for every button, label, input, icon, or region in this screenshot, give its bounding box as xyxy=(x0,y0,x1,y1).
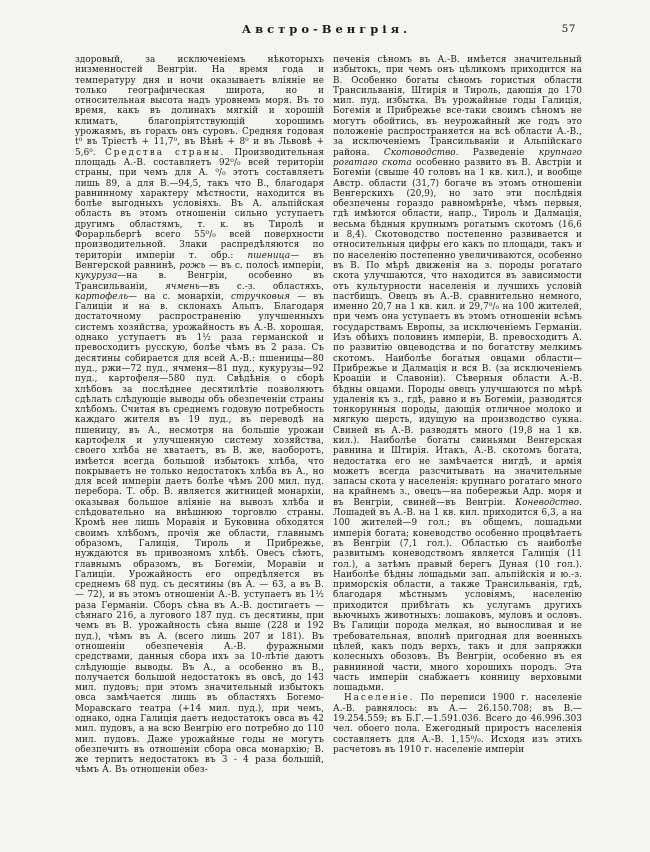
paragraph xyxy=(333,55,582,693)
page-title: Австро-Венгрія. xyxy=(241,22,412,36)
italic-term: рожь xyxy=(179,260,206,271)
text-segment: — на с. монархіи, xyxy=(128,291,231,302)
italic-term: крупнаго рогатаго скота xyxy=(333,147,582,168)
column-right xyxy=(333,55,582,792)
spaced-heading: Средства страны. xyxy=(104,147,226,158)
text-segment: —на в. Венгріи, особенно въ Трансильваніи, xyxy=(75,271,324,292)
text-segment: Разведеніе xyxy=(458,147,539,158)
spaced-heading: Населеніе. xyxy=(344,693,415,704)
paragraph xyxy=(75,55,324,776)
text-columns xyxy=(75,55,582,792)
text-segment: — въ Галиціи и на в. склонахъ Альпъ. Благодаря достаточному распространенію улучшенныхъ системъ хозяйства, урожайность въ А.-В. хорошая, однако уступаетъ въ 1½ раза германской и превосходитъ русскую, болѣе чѣмъ въ 2 раза. Съ десятины собирается для всей А.-В.: пшеницы—80 пуд., ржи—72 пуд., ячменя—81 пуд., кукурузы—92 пуд., картофеля—580 пуд. Свѣдѣнія о сборѣ хлѣбовъ за послѣднее десятилѣтіе позволяютъ сдѣлать слѣдующіе выводы объ обезпеченіи страны хлѣбомъ. Считая въ среднемъ годовую потребность каждаго жителя въ 19 пуд., въ переводѣ на пшеницу, въ А., несмотря на большіе урожаи картофеля и улучшенную систему хозяйства, своего хлѣба не хватаетъ, въ В. же, наоборотъ, имѣется всегда большой избытокъ хлѣба, что покрываетъ не только недостатокъ хлѣба въ А., но для всей имперіи даетъ болѣе чѣмъ 200 мил. пуд. перебора. Т. обр. В. является житницей монархіи, оказывая большое вліяніе на вывозъ хлѣба и слѣдовательно на внѣшнюю торговлю страны. Кромѣ нее лишь Моравія и Буковина обходятся своимъ хлѣбомъ, прочія же области, главнымъ образомъ, Галиція, Тироль и Прибрежье, нуждаются въ привозномъ хлѣбѣ. Овесъ сѣютъ, главнымъ образомъ, въ Богеміи, Моравіи и Галиціи. Урожайность его опредѣляется въ среднемъ 68 пуд. съ десятины (въ А. — 63, а въ В. — 72), и въ этомъ отношеніи А.-В. уступаетъ въ 1½ раза Германіи. Сборъ сѣна въ А.-В. достигаетъ — сѣянаго 216, а лугового 187 пуд. съ десятины, при чемъ въ В. урожайность сѣна выше (228 и 192 пуд.), чѣмъ въ А. (всего лишь 207 и 181). Въ отношеніи обезпеченія А.-В. фуражными средствами, данныя сбора ихъ за 10-лѣтіе даютъ слѣдующіе выводы. Въ А., а особенно въ В., получается большой недостатокъ въ овсѣ, до 143 мил. пудовъ; при этомъ значительный избытокъ овса замѣчается лишь въ областяхъ Богемо-Моравскаго театра (+14 мил. пуд.), при чемъ, однако, одна Галиція даетъ недостатокъ овса въ 42 мил. пудовъ, а на всю Венгрію его потребно до 110 мил. пудовъ. Даже урожайные годы не могутъ обезпечить въ отношеніи сбора овса монархію; В. же терпитъ недостатокъ въ 3 - 4 раза большій, чѣмъ А. Въ отношеніи обез- xyxy=(75,291,324,776)
column-left xyxy=(75,55,324,792)
italic-term: ячмень xyxy=(164,281,200,292)
text-segment: —въ с.-з. областяхъ, xyxy=(199,281,324,292)
text-segment: печенія сѣномъ въ А.-В. имѣется значительный избытокъ, при чемъ онъ цѣликомъ приходится на В. Особенно богаты сѣномъ гористыя области Трансильванія, Штирія и Тироль, дающія до 170 мил. пуд. избытка. Въ урожайные годы Галиція, Богемія и Прибрежье все-таки своимъ сѣномъ не могутъ обойтись, въ неурожайный же годъ это положеніе распространяется на всѣ области А.-В., за исключеніемъ Трансильваніи и Альпійскаго района. xyxy=(333,55,582,158)
page-number: 57 xyxy=(561,23,576,35)
running-head xyxy=(75,22,578,38)
text-segment: По переписи 1900 г. населеніе А.-В. равнялось: въ А.— 26.150.708; въ В.— 19.254.559; въ Б.Г.—1.591.036. Всего до 46.996.303 чел. обоего пола. Ежегодный приростъ населенія составляетъ для А.-В. 1,15⁰/₀. Исходя изъ этихъ расчетовъ въ 1910 г. населеніе имперіи xyxy=(333,693,582,755)
italic-term: пшеница xyxy=(247,250,291,261)
italic-term: Скотоводство. xyxy=(383,147,459,158)
paragraph xyxy=(333,693,582,755)
italic-term: кукуруза xyxy=(75,271,118,282)
text-segment: особенно развито въ В. Австріи и Богеміи (свыше 40 головъ на 1 кв. кил.), и вообще Австр. области (31,7) богаче въ этомъ отношеніи Венгерскихъ (20,9), но зато эти послѣднія обезпечены гораздо равномѣрнѣе, чѣмъ первыя, гдѣ имѣются области, напр., Тироль и Далмація, весьма бѣдныя крупнымъ рогатымъ скотомъ (16,6 и 8,4). Скотоводство постепенно развивается и относительныя цифры его какъ по площади, такъ и по населенію постепенно увеличиваются, особенно въ В. По мѣрѣ движенія на з. породы рогатаго скота улучшаются, что находится въ зависимости отъ культурности населенія и лучшихъ условій пастбищъ. Овецъ въ А.-В. сравнительно немного, именно 20,7 на 1 кв. кил. и 29,7⁰/₀ на 100 жителей, при чемъ она уступаетъ въ этомъ отношеніи всѣмъ государствамъ Европы, за исключеніемъ Германіи. Изъ обѣихъ половинъ имперіи, В. превосходитъ А. по развитію овцеводства и по богатству мелкимъ скотомъ. Наиболѣе богатыя овцами области—Прибрежье и Далмація и вся В. (за исключеніемъ Кроаціи и Славоніи). Сѣверныя области А.-В. бѣдны овцами. Породы овецъ улучшаются по мѣрѣ удаленія къ з., гдѣ, равно и въ Богеміи, разводятся тонкорунныя породы, дающія отличное молоко и мягкую шерсть, идущую на производство сукна. Свиней въ А.-В. разводятъ много (19,8 на 1 кв. кил.). Наиболѣе богаты свиньями Венгерская равнина и Штирія. Итакъ, А.-В. скотомъ богата, недостатка его не замѣчается нигдѣ, и армія можетъ всегда разсчитывать на значительные запасы скота у населенія: крупнаго рогатаго много на крайнемъ з., овецъ—на побережьи Адр. моря и въ Венгріи, свиней—въ Венгріи. xyxy=(333,157,582,508)
text-segment: здоровый, за исключеніемъ нѣкоторыхъ низменностей Венгріи. На время года и температуру дня и ночи оказываетъ вліяніе не только географическая широта, но и относительная высота надъ уровнемъ моря. Въ то время, какъ въ долинахъ мягкій и хорошій климатъ, благопріятствующій хорошимъ урожаямъ, въ горахъ онъ суровъ. Средняя годовая t⁰ въ Тріестѣ + 11,7⁰, въ Вѣнѣ + 8⁰ и въ Львовѣ + 5,6⁰. xyxy=(75,55,324,158)
text-segment: — въ Венгерской равнинѣ, xyxy=(75,250,324,271)
italic-term: Коневодство. xyxy=(515,497,582,508)
text-segment: Производительная площадь А.-В. составляетъ 92⁰/₀ всей територіи страны, при чемъ для А. ⁰/₀ этотъ составляетъ лишь 89, а для В.—94,5, такъ что В., благодаря равнинному характеру мѣстности, находится въ болѣе выгодныхъ условіяхъ. Въ А. альпійская область въ этомъ отношеніи сильно уступаетъ другимъ областямъ, т. к. въ Тиролѣ и Форарльбергѣ всего 55⁰/₀ всей поверхности производительной. Злаки распредѣляются по територіи имперіи т. обр.: xyxy=(75,147,324,261)
text-segment: — въ с. полосѣ имперіи, xyxy=(205,260,324,271)
text-segment: Лошадей въ А.-В. на 1 кв. кил. приходится 6,3, а на 100 жителей—9 гол.; въ общемъ, лошадьми имперія богата; коневодство особенно процвѣтаетъ въ Венгріи (7,1 гол.). Областью съ наиболѣе развитымъ коневодствомъ является Галиція (11 гол.), а затѣмъ правый берегъ Дуная (10 гол.). Наиболѣе бѣдны лошадьми зап. альпійскія и ю.-з. приморскія области, а также Трансильванія, гдѣ, благодаря мѣстнымъ условіямъ, населенію приходится прибѣгать къ услугамъ другихъ вьючныхъ животныхъ: лошаковъ, муловъ и ословъ. Въ Галиціи порода мелкая, но выносливая и не требовательная, вполнѣ пригодная для военныхъ цѣлей, какъ подъ верхъ, такъ и для запряжки колесныхъ обозовъ. Въ Венгріи, особенно въ ея равнинной части, много хорошихъ породъ. Эта часть имперіи снабжаетъ конницу верховыми лошадьми. xyxy=(333,508,582,694)
italic-term: стручковыя xyxy=(230,291,291,302)
italic-term: картофель xyxy=(75,291,129,302)
